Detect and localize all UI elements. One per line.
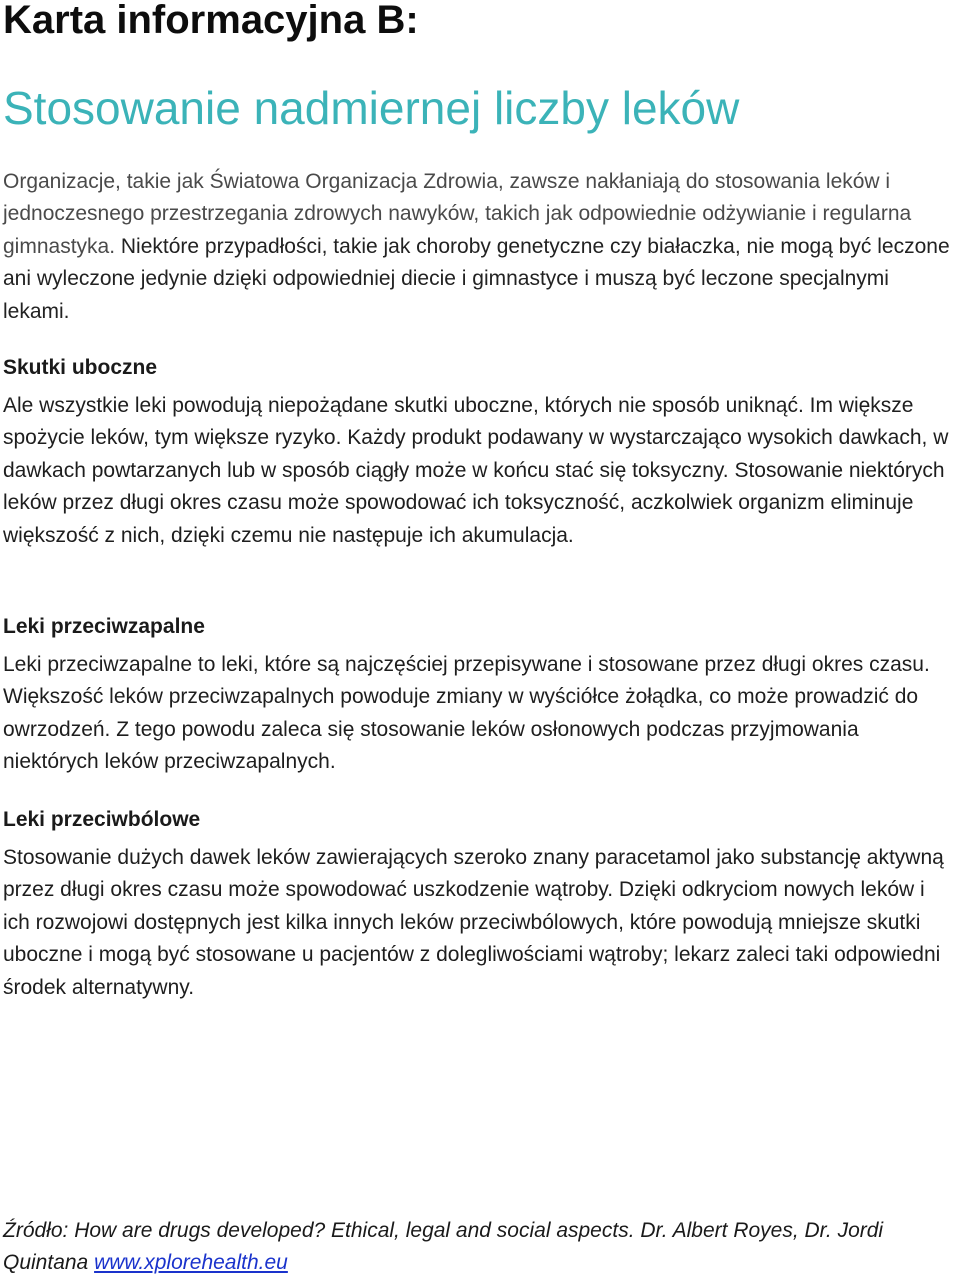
- section-body-side-effects: Ale wszystkie leki powodują niepożądane skutki uboczne, których nie sposób uniknąć. Im większe spożycie leków, tym większe ryzyko. Każdy produkt podawany w wystarczająco wysokich dawkach, w dawkach powtarzanych lub w sposób ciągły może w końcu stać się toksyczny. Stosowanie niektórych leków przez długi okres czasu może spowodować ich toksyczność, aczkolwiek organizm eliminuje większość z nich, dzięki czemu nie następuje ich akumulacja.: [3, 394, 949, 547]
- section-body-painkillers: Stosowanie dużych dawek leków zawierających szeroko znany paracetamol jako substancję aktywną przez długi okres czasu może spowodować uszkodzenie wątroby. Dzięki odkryciom nowych leków i ich rozwojowi dostępnych jest kilka innych leków przeciwbólowych, które powodują mniejsze skutki uboczne i mogą być stosowane u pacjentów z dolegliwościami wątroby; lekarz zaleci taki odpowiedni środek alternatywny.: [3, 846, 944, 999]
- section-heading-side-effects: Skutki uboczne: [3, 356, 158, 379]
- source-footer: [3, 1215, 957, 1279]
- page-title: Stosowanie nadmiernej liczby leków: [3, 82, 740, 134]
- intro-paragraph: [3, 166, 957, 328]
- intro-text-part2: Niektóre przypadłości, takie jak choroby genetyczne czy białaczka, nie mogą być leczone ani wyleczone jedynie dzięki odpowiedniej diecie i gimnastyce i muszą być leczone specjalnymi lekami.: [3, 234, 950, 323]
- card-label: Karta informacyjna B:: [3, 0, 419, 42]
- intro-text-part1: Organizacje, takie jak Światowa Organizacja Zdrowia, zawsze nakłaniają do stosowania leków i jednoczesnego przestrzegania zdrowych nawyków, takich jak odpowiednie odżywianie i regularna gimnastyka.: [3, 170, 912, 258]
- source-link[interactable]: www.xplorehealth.eu: [94, 1251, 288, 1274]
- section-heading-painkillers: Leki przeciwbólowe: [3, 808, 201, 831]
- section-body-anti-inflammatory: Leki przeciwzapalne to leki, które są najczęściej przepisywane i stosowane przez długi okres czasu. Większość leków przeciwzapalnych powoduje zmiany w wyściółce żołądka, co może prowadzić do owrzodzeń. Z tego powodu zaleca się stosowanie leków osłonowych podczas przyjmowania niektórych leków przeciwzapalnych.: [3, 653, 930, 774]
- section-heading-anti-inflammatory: Leki przeciwzapalne: [3, 615, 205, 638]
- source-citation: Źródło: How are drugs developed? Ethical, legal and social aspects. Dr. Albert Royes, Dr. Jordi Quintana: [3, 1219, 884, 1274]
